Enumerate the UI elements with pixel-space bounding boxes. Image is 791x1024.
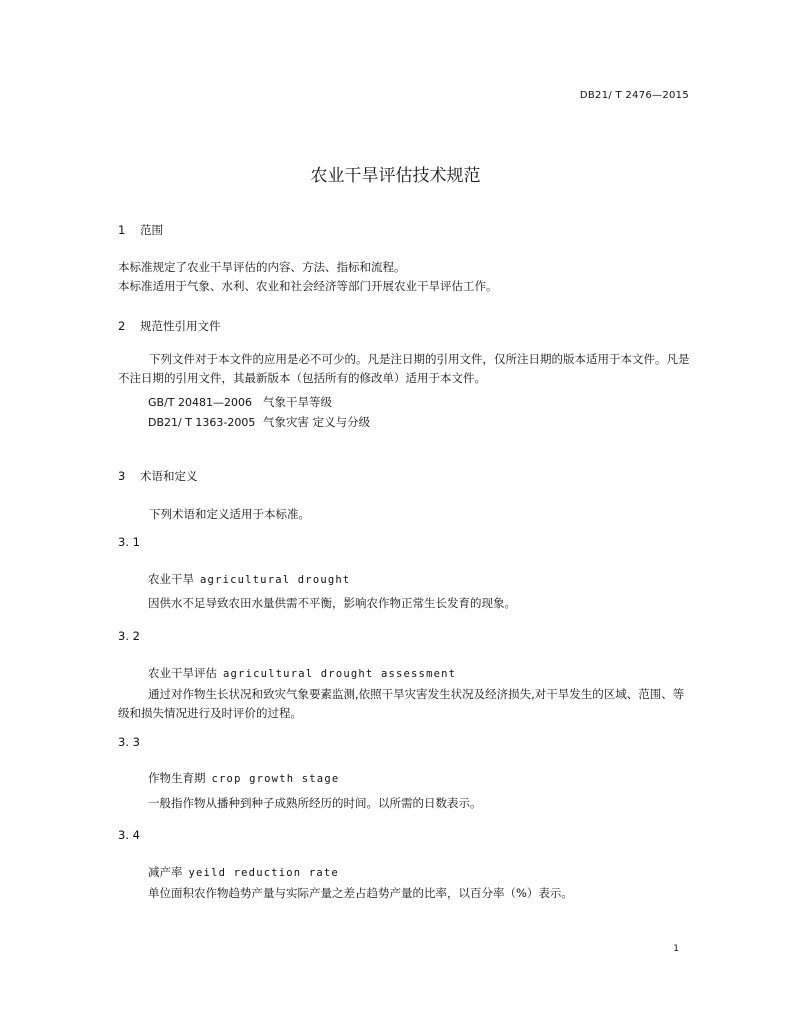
term-number: 3. 2	[118, 629, 140, 643]
term-definition: 一般指作物从播种到种子成熟所经历的时间。以所需的日数表示。	[148, 796, 482, 810]
term-chinese: 作物生育期	[148, 771, 206, 785]
term-heading	[148, 662, 456, 681]
term-definition: 单位面积农作物趋势产量与实际产量之差占趋势产量的比率，以百分率（%）表示。	[148, 886, 573, 900]
reference-title: 气象干旱等级	[263, 395, 332, 409]
term-chinese: 农业干旱	[148, 572, 194, 586]
section-1-paragraph-1: 本标准规定了农业干旱评估的内容、方法、指标和流程。	[118, 260, 406, 274]
reference-title: 气象灾害 定义与分级	[263, 415, 371, 429]
term-number: 3. 4	[118, 828, 140, 842]
term-chinese: 农业干旱评估	[148, 666, 217, 680]
term-heading	[148, 568, 350, 587]
section-1-paragraph-2: 本标准适用于气象、水利、农业和社会经济等部门开展农业干旱评估工作。	[118, 279, 498, 293]
term-definition: 因供水不足导致农田水量供需不平衡，影响农作物正常生长发育的现象。	[148, 596, 516, 610]
term-number: 3. 1	[118, 535, 140, 549]
document-title: 农业干旱评估技术规范	[310, 166, 481, 186]
reference-code: DB21/ T 1363-2005	[148, 416, 256, 429]
reference-code: GB/T 20481—2006	[148, 396, 252, 409]
term-heading	[148, 861, 339, 880]
section-3-heading	[118, 468, 198, 484]
term-english: agricultural drought	[200, 574, 351, 586]
section-2-intro: 下列文件对于本文件的应用是必不可少的。凡是注日期的引用文件，仅所注日期的版本适用于本文件。凡是不注日期的引用文件，其最新版本（包括所有的修改单）适用于本文件。	[118, 352, 690, 385]
section-title: 规范性引用文件	[140, 319, 221, 333]
term-english: agricultural drought assessment	[223, 668, 457, 680]
section-number: 1	[118, 223, 126, 237]
section-title: 术语和定义	[140, 469, 198, 483]
normative-reference-2	[148, 411, 370, 430]
section-title: 范围	[140, 223, 163, 237]
section-1-heading	[118, 222, 163, 238]
term-heading	[148, 767, 339, 786]
section-number: 2	[118, 319, 126, 333]
page-number: 1	[673, 944, 679, 954]
standard-number: DB21/ T 2476—2015	[579, 90, 689, 101]
term-english: yeild reduction rate	[188, 867, 339, 879]
term-english: crop growth stage	[211, 773, 340, 785]
normative-reference-1	[148, 391, 332, 410]
term-chinese: 减产率	[148, 865, 183, 879]
section-3-intro: 下列术语和定义适用于本标准。	[149, 507, 310, 521]
section-2-heading	[118, 318, 221, 334]
term-number: 3. 3	[118, 735, 140, 749]
term-definition: 通过对作物生长状况和致灾气象要素监测,依照干旱灾害发生状况及经济损失,对干旱发生的区域、范围、等级和损失情况进行及时评价的过程。	[118, 687, 685, 720]
section-number: 3	[118, 469, 126, 483]
